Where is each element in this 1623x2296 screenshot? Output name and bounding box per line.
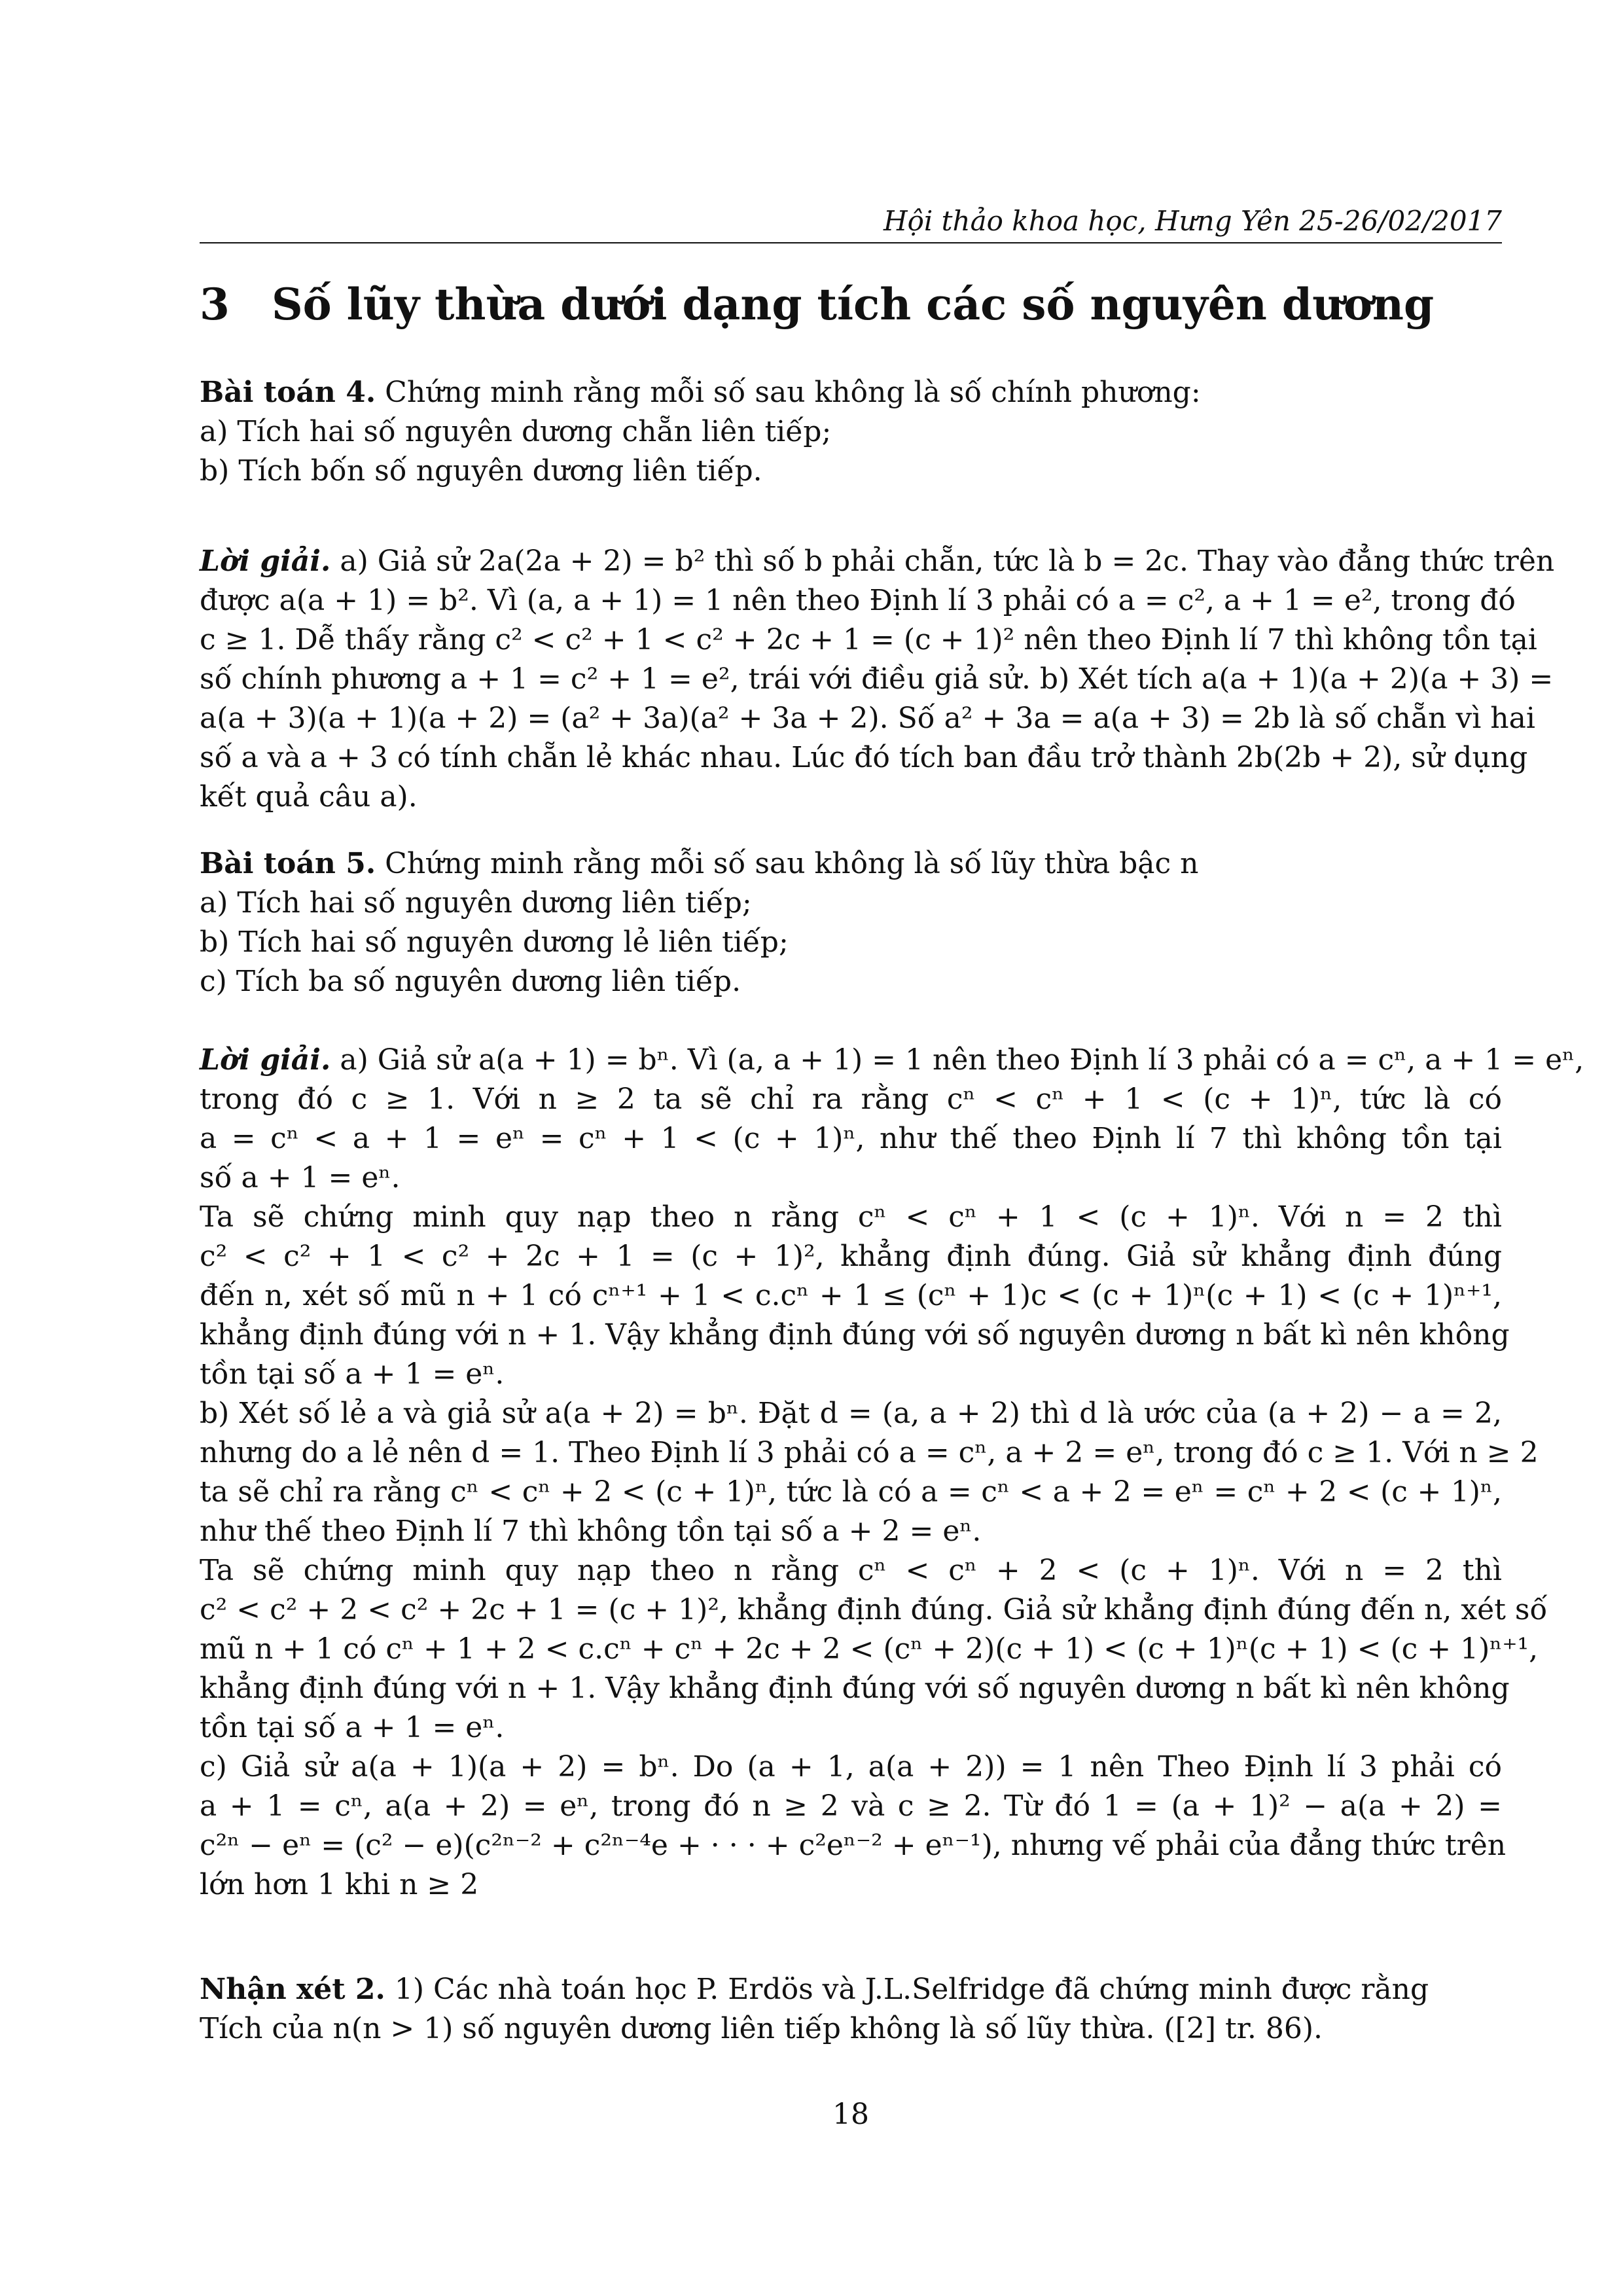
solution-5: [200, 1041, 1584, 1905]
solution-5-line: a = cⁿ < a + 1 = eⁿ = cⁿ + 1 < (c + 1)ⁿ, như thế theo Định lí 7 thì không tồn tại: [200, 1122, 1502, 1155]
header-rule: [200, 242, 1502, 243]
solution-5-line: Ta sẽ chứng minh quy nạp theo n rằng cⁿ < cⁿ + 1 < (c + 1)ⁿ. Với n = 2 thì: [200, 1200, 1502, 1234]
solution-5-line: nhưng do a lẻ nên d = 1. Theo Định lí 3 phải có a = cⁿ, a + 2 = eⁿ, trong đó c ≥ 1. Với n ≥ 2: [200, 1436, 1539, 1469]
solution-5-line: đến n, xét số mũ n + 1 có cⁿ⁺¹ + 1 < c.cⁿ + 1 ≤ (cⁿ + 1)c < (c + 1)ⁿ(c + 1) < (c + 1)ⁿ⁺¹,: [200, 1279, 1502, 1312]
solution-5-line: b) Xét số lẻ a và giả sử a(a + 2) = bⁿ. Đặt d = (a, a + 2) thì d là ước của (a + 2) − a = 2,: [200, 1397, 1502, 1430]
solution-5-line: c²ⁿ − eⁿ = (c² − e)(c²ⁿ⁻² + c²ⁿ⁻⁴e + · · · + c²eⁿ⁻² + eⁿ⁻¹), nhưng vế phải của đẳng thức trên: [200, 1829, 1507, 1862]
solution-5-line: tồn tại số a + 1 = eⁿ.: [200, 1711, 505, 1744]
solution-5-line: Ta sẽ chứng minh quy nạp theo n rằng cⁿ < cⁿ + 2 < (c + 1)ⁿ. Với n = 2 thì: [200, 1554, 1502, 1587]
solution-4-line: số chính phương a + 1 = c² + 1 = e², trái với điều giả sử. b) Xét tích a(a + 1)(a + 2)(a + 3) =: [200, 662, 1554, 696]
solution-5-line: như thế theo Định lí 7 thì không tồn tại số a + 2 = eⁿ.: [200, 1515, 982, 1548]
solution-5-label: Lời giải.: [200, 1043, 331, 1077]
problem-4-item-b: b) Tích bốn số nguyên dương liên tiếp.: [200, 454, 762, 488]
problem-4-item-a: a) Tích hai số nguyên dương chẵn liên tiếp;: [200, 415, 832, 448]
problem-5-item-a: a) Tích hai số nguyên dương liên tiếp;: [200, 886, 752, 920]
section-heading: [200, 275, 1502, 334]
solution-4-label: Lời giải.: [200, 545, 331, 578]
problem-5-label: Bài toán 5.: [200, 847, 376, 880]
solution-5-line: c) Giả sử a(a + 1)(a + 2) = bⁿ. Do (a + 1, a(a + 2)) = 1 nên Theo Định lí 3 phải có: [200, 1750, 1502, 1784]
section-number: 3: [200, 279, 230, 330]
solution-5-line: trong đó c ≥ 1. Với n ≥ 2 ta sẽ chỉ ra rằng cⁿ < cⁿ + 1 < (c + 1)ⁿ, tức là có: [200, 1083, 1502, 1116]
page-number: 18: [832, 2098, 869, 2131]
solution-5-line: a + 1 = cⁿ, a(a + 2) = eⁿ, trong đó n ≥ 2 và c ≥ 2. Từ đó 1 = (a + 1)² − a(a + 2) =: [200, 1789, 1502, 1823]
solution-5-line: a) Giả sử a(a + 1) = bⁿ. Vì (a, a + 1) = 1 nên theo Định lí 3 phải có a = cⁿ, a + 1 = eⁿ,: [340, 1043, 1584, 1077]
problem-5-statement: Chứng minh rằng mỗi số sau không là số lũy thừa bậc n: [385, 847, 1199, 880]
section-title: Số lũy thừa dưới dạng tích các số nguyên dương: [272, 279, 1435, 330]
problem-4-statement: Chứng minh rằng mỗi số sau không là số chính phương:: [385, 376, 1201, 409]
solution-5-line: mũ n + 1 có cⁿ + 1 + 2 < c.cⁿ + cⁿ + 2c + 2 < (cⁿ + 2)(c + 1) < (c + 1)ⁿ(c + 1) < (c + 1)ⁿ⁺¹,: [200, 1632, 1539, 1666]
problem-5-item-b: b) Tích hai số nguyên dương lẻ liên tiếp;: [200, 925, 789, 959]
solution-4-line: a(a + 3)(a + 1)(a + 2) = (a² + 3a)(a² + 3a + 2). Số a² + 3a = a(a + 3) = 2b là số chẵn vì hai: [200, 702, 1535, 735]
problem-4: [200, 373, 1502, 491]
solution-5-line: khẳng định đúng với n + 1. Vậy khẳng định đúng với số nguyên dương n bất kì nên không: [200, 1318, 1510, 1352]
solution-4-line: số a và a + 3 có tính chẵn lẻ khác nhau. Lúc đó tích ban đầu trở thành 2b(2b + 2), sử dụng: [200, 741, 1528, 774]
solution-5-line: khẳng định đúng với n + 1. Vậy khẳng định đúng với số nguyên dương n bất kì nên không: [200, 1672, 1510, 1705]
solution-5-line: lớn hơn 1 khi n ≥ 2: [200, 1868, 479, 1901]
remark-2-label: Nhận xét 2.: [200, 1973, 385, 2006]
running-header: Hội thảo khoa học, Hưng Yên 25-26/02/2017: [883, 205, 1502, 237]
solution-5-line: số a + 1 = eⁿ.: [200, 1161, 401, 1194]
problem-5: [200, 844, 1502, 1001]
problem-4-label: Bài toán 4.: [200, 376, 376, 409]
solution-5-line: c² < c² + 2 < c² + 2c + 1 = (c + 1)², khẳng định đúng. Giả sử khẳng định đúng đến n, xét số: [200, 1593, 1548, 1626]
solution-4-line: được a(a + 1) = b². Vì (a, a + 1) = 1 nên theo Định lí 3 phải có a = c², a + 1 = e², trong đó: [200, 584, 1516, 617]
solution-4: [200, 542, 1555, 817]
solution-4-line: c ≥ 1. Dễ thấy rằng c² < c² + 1 < c² + 2c + 1 = (c + 1)² nên theo Định lí 7 thì không tồn tại: [200, 623, 1537, 656]
remark-2-line: Tích của n(n > 1) số nguyên dương liên tiếp không là số lũy thừa. ([2] tr. 86).: [200, 2012, 1323, 2045]
problem-5-item-c: c) Tích ba số nguyên dương liên tiếp.: [200, 965, 741, 998]
remark-2: [200, 1970, 1502, 2049]
solution-5-line: tồn tại số a + 1 = eⁿ.: [200, 1357, 505, 1391]
remark-2-line: 1) Các nhà toán học P. Erdös và J.L.Selfridge đã chứng minh được rằng: [394, 1973, 1429, 2006]
solution-5-line: c² < c² + 1 < c² + 2c + 1 = (c + 1)², khẳng định đúng. Giả sử khẳng định đúng: [200, 1240, 1502, 1273]
solution-4-line: a) Giả sử 2a(2a + 2) = b² thì số b phải chẵn, tức là b = 2c. Thay vào đẳng thức trên: [340, 545, 1555, 578]
solution-5-line: ta sẽ chỉ ra rằng cⁿ < cⁿ + 2 < (c + 1)ⁿ, tức là có a = cⁿ < a + 2 = eⁿ = cⁿ + 2 < (c + 1)ⁿ,: [200, 1475, 1502, 1509]
solution-4-line: kết quả câu a).: [200, 780, 418, 814]
